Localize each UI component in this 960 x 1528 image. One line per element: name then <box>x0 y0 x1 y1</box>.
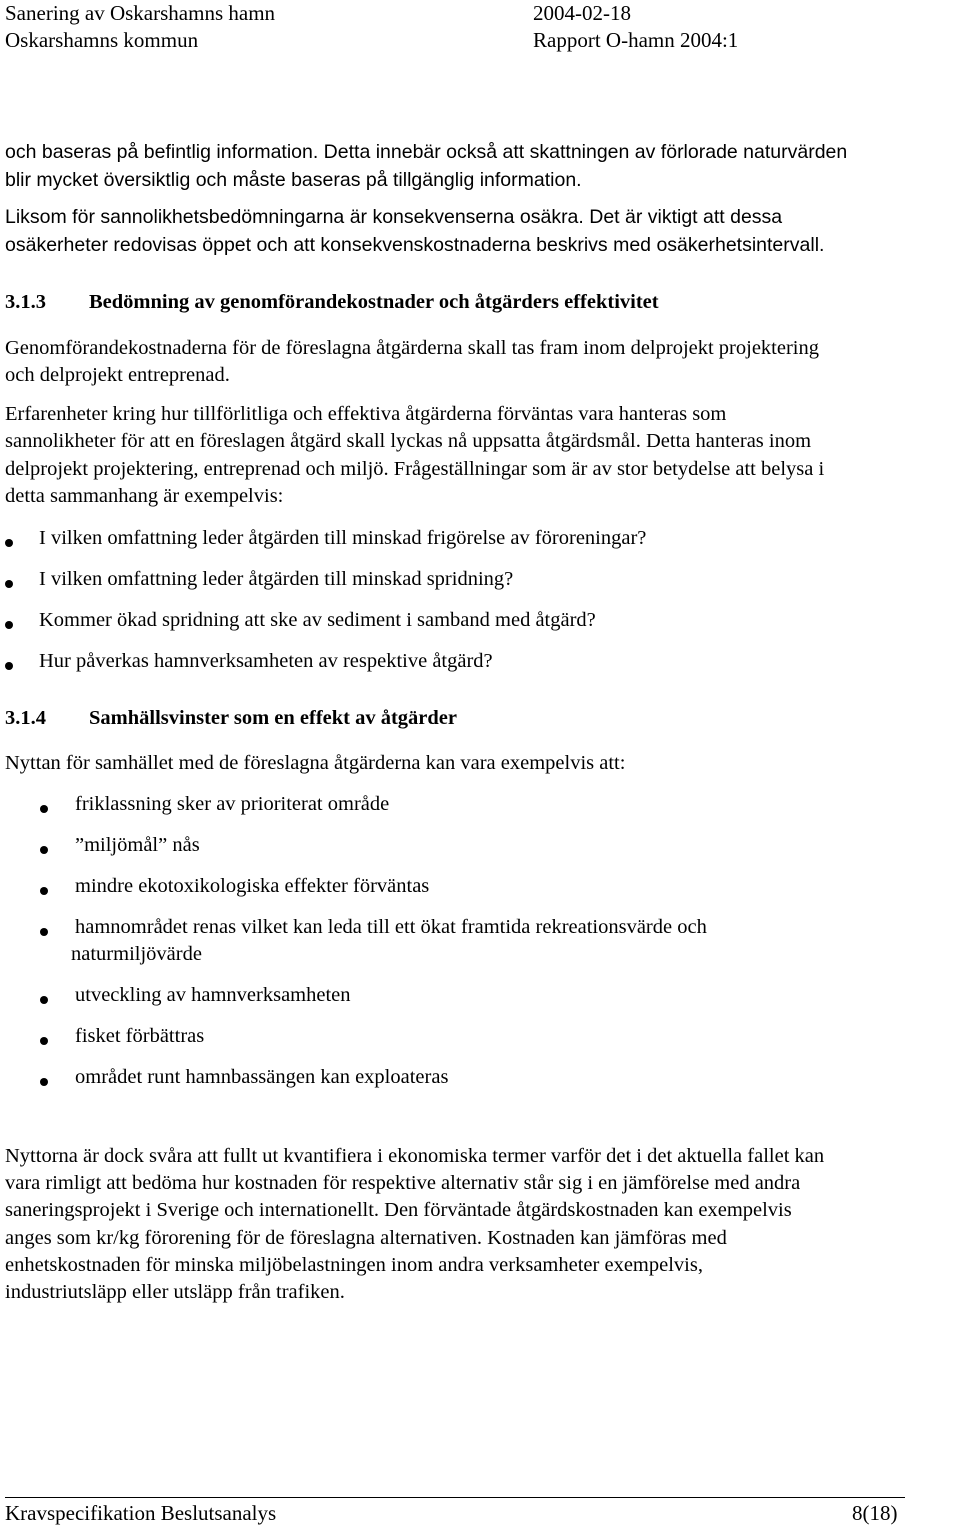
header-report-number: Rapport O-hamn 2004:1 <box>533 28 739 52</box>
list-item: mindre ekotoxikologiska effekter förväntas <box>75 875 430 897</box>
list-item: I vilken omfattning leder åtgärden till minskad frigörelse av föroreningar? <box>39 527 647 549</box>
list-item: Kommer ökad spridning att ske av sediment i samband med åtgärd? <box>39 609 596 631</box>
paragraph-line: delprojekt projektering, entreprenad och miljö. Frågeställningar som är av stor betydelse att belysa i <box>5 458 825 480</box>
header-date: 2004-02-18 <box>533 1 631 25</box>
bullet-icon <box>5 539 13 547</box>
section-number: 3.1.3 <box>5 291 46 313</box>
bullet-icon <box>40 846 48 854</box>
bullet-icon <box>40 996 48 1004</box>
bullet-icon <box>40 887 48 895</box>
section-title: Bedömning av genomförandekostnader och åtgärders effektivitet <box>89 291 659 313</box>
paragraph-line: och delprojekt entreprenad. <box>5 364 230 386</box>
paragraph-line: detta sammanhang är exempelvis: <box>5 485 284 507</box>
header-organization: Oskarshamns kommun <box>5 28 199 52</box>
paragraph-line: Nyttan för samhället med de föreslagna åtgärderna kan vara exempelvis att: <box>5 752 626 774</box>
intro-line: osäkerheter redovisas öppet och att konsekvenskostnaderna beskrivs med osäkerhetsintervall. <box>5 234 825 256</box>
paragraph-line: Nyttorna är dock svåra att fullt ut kvantifiera i ekonomiska termer varför det i det aktuella fallet kan <box>5 1145 825 1167</box>
bullet-icon <box>40 1078 48 1086</box>
header-title: Sanering av Oskarshamns hamn <box>5 1 276 25</box>
bullet-icon <box>5 580 13 588</box>
paragraph-line: enhetskostnaden för minska miljöbelastningen inom andra verksamheter exempelvis, <box>5 1254 703 1276</box>
bullet-icon <box>5 662 13 670</box>
list-item: ”miljömål” nås <box>75 834 200 856</box>
list-item: området runt hamnbassängen kan exploateras <box>75 1066 449 1088</box>
bullet-icon <box>40 805 48 813</box>
paragraph-line: anges som kr/kg förorening för de föreslagna alternativen. Kostnaden kan jämföras med <box>5 1227 727 1249</box>
bullet-icon <box>40 1037 48 1045</box>
list-item: utveckling av hamnverksamheten <box>75 984 351 1006</box>
paragraph-line: Genomförandekostnaderna för de föreslagna åtgärderna skall tas fram inom delprojekt projektering <box>5 337 819 359</box>
footer-document-title: Kravspecifikation Beslutsanalys <box>5 1501 277 1525</box>
intro-line: Liksom för sannolikhetsbedömningarna är konsekvenserna osäkra. Det är viktigt att dessa <box>5 206 783 228</box>
list-item: fisket förbättras <box>75 1025 205 1047</box>
paragraph-line: vara rimligt att bedöma hur kostnaden för respektive alternativ står sig i en jämförelse med andra <box>5 1172 801 1194</box>
bullet-icon <box>40 928 48 936</box>
list-item: Hur påverkas hamnverksamheten av respektive åtgärd? <box>39 650 493 672</box>
list-item: hamnområdet renas vilket kan leda till ett ökat framtida rekreationsvärde och <box>75 916 707 938</box>
section-title: Samhällsvinster som en effekt av åtgärder <box>89 707 458 729</box>
footer-page-number: 8(18) <box>852 1501 898 1525</box>
paragraph-line: Erfarenheter kring hur tillförlitliga och effektiva åtgärderna förväntas vara hanteras som <box>5 403 727 425</box>
section-number: 3.1.4 <box>5 707 46 729</box>
paragraph-line: industriutsläpp eller utsläpp från trafiken. <box>5 1281 345 1303</box>
bullet-icon <box>5 621 13 629</box>
list-item-continuation: naturmiljövärde <box>71 943 202 965</box>
list-item: I vilken omfattning leder åtgärden till minskad spridning? <box>39 568 514 590</box>
intro-line: och baseras på befintlig information. Detta innebär också att skattningen av förlorade naturvärden <box>5 141 848 163</box>
intro-line: blir mycket översiktlig och måste baseras på tillgänglig information. <box>5 169 582 191</box>
list-item: friklassning sker av prioriterat område <box>75 793 390 815</box>
paragraph-line: sannolikheter för att en föreslagen åtgärd skall lyckas nå uppsatta åtgärdsmål. Detta hanteras inom <box>5 430 812 452</box>
paragraph-line: saneringsprojekt i Sverige och internationellt. Den förväntade åtgärdskostnaden kan exempelvis <box>5 1199 792 1221</box>
footer-divider <box>5 1497 905 1498</box>
